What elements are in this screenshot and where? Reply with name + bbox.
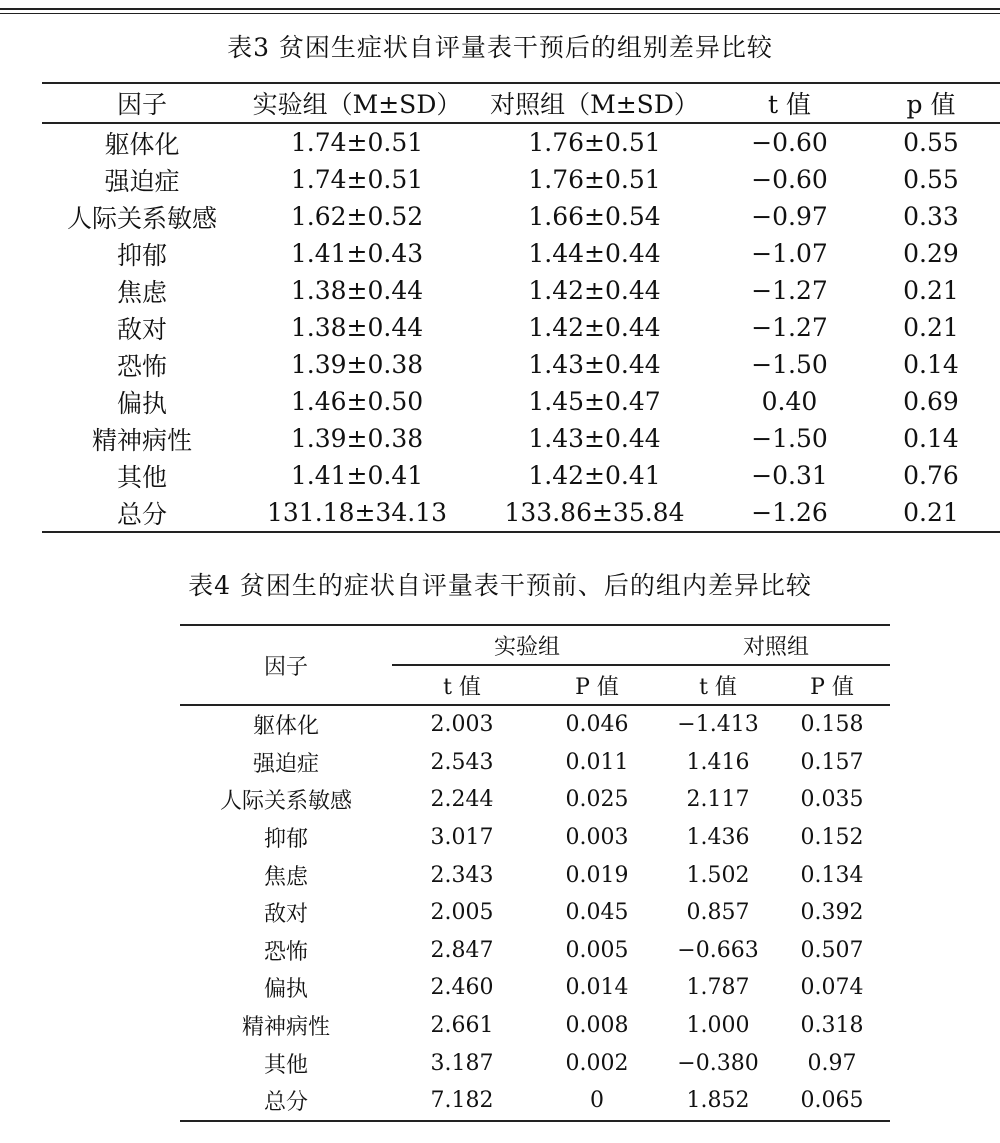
table3-cell: −1.50	[751, 424, 828, 453]
table4-cell: 1.502	[686, 862, 750, 888]
table4-header-row-1	[180, 625, 890, 665]
table3-cell: 0.55	[903, 165, 959, 194]
table4-cell: 0.97	[807, 1050, 857, 1076]
table3-cell: 精神病性	[91, 425, 192, 455]
table3-cell: 人际关系敏感	[66, 203, 217, 233]
table4-cell: 2.003	[430, 712, 494, 738]
table3-cell: 躯体化	[104, 129, 180, 159]
table4-cell: 1.436	[686, 825, 750, 851]
table3-cell: 焦虑	[116, 277, 167, 307]
table4-cell: 2.847	[430, 937, 494, 963]
table4-cell: 2.661	[430, 1013, 494, 1039]
table4-cell: 1.787	[686, 975, 750, 1001]
table4-cell: 抑郁	[263, 827, 308, 853]
table3-row	[42, 309, 1000, 346]
table3-cell: 0.76	[903, 461, 959, 490]
table4-cell: 2.343	[430, 862, 494, 888]
table4-cell: 2.543	[430, 749, 494, 775]
table3-row	[42, 494, 1000, 532]
table4-cell: 0.014	[565, 975, 629, 1001]
table3	[42, 82, 1000, 533]
table3-cell: −1.27	[751, 276, 828, 305]
table4-cell: 0.318	[800, 1013, 864, 1039]
table4-cell: 总分	[180, 1082, 392, 1121]
table3-cell: 1.39±0.38	[290, 424, 424, 453]
table3-row	[42, 457, 1000, 494]
table3-cell: 0.29	[903, 239, 959, 268]
table3-cell: 131.18±34.13	[242, 494, 472, 532]
top-rule	[0, 8, 1000, 10]
table4-row	[180, 819, 890, 857]
table3-cell: 1.38±0.44	[290, 313, 424, 342]
table3-row	[42, 123, 1000, 161]
table4-cell: 2.244	[430, 787, 494, 813]
table3-cell: 1.39±0.38	[290, 350, 424, 379]
table4-cell: 偏执	[263, 977, 308, 1003]
table4-cell: 0.857	[686, 900, 750, 926]
table3-cell: 1.42±0.41	[528, 461, 661, 490]
table4-cell: −0.663	[677, 937, 759, 963]
table3-cell: 0.69	[903, 387, 959, 416]
table3-cell: 1.41±0.41	[290, 461, 424, 490]
table3-cell: 1.43±0.44	[528, 424, 661, 453]
table3-row	[42, 272, 1000, 309]
table3-row	[42, 346, 1000, 383]
table3-cell: 1.76±0.51	[528, 128, 661, 157]
table4-cell: 2.005	[430, 900, 494, 926]
table3-cell: 总分	[42, 494, 242, 532]
table4-row	[180, 1007, 890, 1045]
table4-subheader-exp-p: P 值	[532, 665, 662, 705]
table3-cell: 1.38±0.44	[290, 276, 424, 305]
table4-cell: 精神病性	[241, 1015, 330, 1041]
table4-cell: 0.507	[800, 937, 864, 963]
table3-cell: −0.60	[751, 165, 828, 194]
table4-cell: 0.035	[800, 787, 864, 813]
table4-header-control: 对照组	[662, 625, 890, 665]
table4-cell: 0.392	[800, 900, 864, 926]
table3-cell: 1.44±0.44	[528, 239, 661, 268]
table4-cell: 1.416	[686, 749, 750, 775]
table4-cell: 恐怖	[263, 939, 308, 965]
table4-cell: 0.011	[565, 749, 629, 775]
table4-cell: 0.005	[565, 937, 629, 963]
table3-header-p: p 值	[862, 83, 1000, 123]
table4-cell: 0.046	[565, 712, 629, 738]
table4-cell: 0.045	[565, 900, 629, 926]
table3-cell: 0.33	[903, 202, 959, 231]
table4-cell: −1.413	[677, 712, 759, 738]
table3-cell: 敌对	[116, 314, 167, 344]
table4-cell: 0.152	[800, 825, 864, 851]
table3-cell: 1.42±0.44	[528, 276, 661, 305]
table4-cell: 2.117	[686, 787, 750, 813]
table3-cell: 其他	[116, 462, 167, 492]
table3-cell: −0.60	[751, 128, 828, 157]
table4-cell: 0.074	[800, 975, 864, 1001]
table3-cell: 偏执	[116, 388, 167, 418]
table4-title: 表4 贫困生的症状自评量表干预前、后的组内差异比较	[188, 571, 812, 600]
table4-row	[180, 705, 890, 744]
table3-row	[42, 198, 1000, 235]
table4-cell: 0.158	[800, 712, 864, 738]
table4-cell: 1.000	[686, 1013, 750, 1039]
table4-cell: 0.003	[565, 825, 629, 851]
table3-cell: 1.46±0.50	[290, 387, 424, 416]
table4-cell: 躯体化	[252, 714, 319, 740]
table4-cell: 1.852	[662, 1082, 774, 1121]
table3-cell: −1.26	[717, 494, 862, 532]
table3-cell: −0.31	[751, 461, 828, 490]
table3-cell: 0.40	[761, 387, 818, 416]
table3-cell: −0.97	[751, 202, 828, 231]
table3-cell: −1.27	[751, 313, 828, 342]
table4-row	[180, 744, 890, 782]
table3-cell: 强迫症	[104, 166, 180, 196]
table4-cell: 0	[532, 1082, 662, 1121]
table4-cell: 0.002	[565, 1050, 629, 1076]
table4-row	[180, 969, 890, 1007]
table4-subheader-ctrl-p: P 值	[774, 665, 890, 705]
table4-cell: 焦虑	[263, 864, 308, 890]
table3-cell: −1.50	[751, 350, 828, 379]
table4-cell: 0.157	[800, 749, 864, 775]
table3-cell: 0.21	[903, 313, 959, 342]
table3-cell: 133.86±35.84	[472, 494, 717, 532]
table4-cell: 2.460	[430, 975, 494, 1001]
table3-cell: 0.21	[862, 494, 1000, 532]
table3-row	[42, 235, 1000, 272]
table4-cell: 3.187	[430, 1050, 494, 1076]
table3-cell: 1.74±0.51	[290, 128, 424, 157]
table3-cell: 1.41±0.43	[290, 239, 424, 268]
table3-header-experimental: 实验组（M±SD）	[242, 83, 472, 123]
table3-header-factor: 因子	[42, 83, 242, 123]
top-rule-2	[0, 13, 1000, 14]
table4-cell: 敌对	[263, 902, 308, 928]
table4-row	[180, 932, 890, 970]
table3-row	[42, 420, 1000, 457]
table3-title: 表3 贫困生症状自评量表干预后的组别差异比较	[227, 33, 773, 62]
table3-cell: −1.07	[751, 239, 828, 268]
table3-cell: 1.74±0.51	[290, 165, 424, 194]
table4-header-experimental: 实验组	[392, 625, 662, 665]
table4-cell: 0.025	[565, 787, 629, 813]
table3-cell: 1.66±0.54	[528, 202, 661, 231]
table3-header-row	[42, 83, 1000, 123]
table3-cell: 0.14	[903, 424, 959, 453]
table3-cell: 1.42±0.44	[528, 313, 661, 342]
table3-cell: 0.21	[903, 276, 959, 305]
table4-cell: 0.008	[565, 1013, 629, 1039]
table4-cell: 0.065	[774, 1082, 890, 1121]
table4-subheader-ctrl-t: t 值	[662, 665, 774, 705]
table4-row	[180, 1044, 890, 1082]
table4-row	[180, 856, 890, 894]
table4-header-factor: 因子	[180, 625, 392, 705]
table3-cell: 0.14	[903, 350, 959, 379]
table3-cell: 抑郁	[116, 240, 167, 270]
table3-header-t: t 值	[717, 83, 862, 123]
table4-cell: 0.134	[800, 862, 864, 888]
table4-row	[180, 894, 890, 932]
table3-cell: 0.55	[903, 128, 959, 157]
table4-cell: 7.182	[392, 1082, 532, 1121]
table4-cell: 3.017	[430, 825, 494, 851]
table4-subheader-exp-t: t 值	[392, 665, 532, 705]
table3-header-control: 对照组（M±SD）	[472, 83, 717, 123]
table3-row	[42, 383, 1000, 420]
table4-cell: 0.019	[565, 862, 629, 888]
table3-cell: 1.62±0.52	[290, 202, 424, 231]
table4-row	[180, 781, 890, 819]
table4	[180, 624, 890, 1122]
table4-cell: 强迫症	[252, 751, 319, 777]
table3-cell: 1.45±0.47	[528, 387, 661, 416]
table3-cell: 恐怖	[116, 351, 167, 381]
table4-cell: 人际关系敏感	[219, 789, 352, 815]
table3-cell: 1.76±0.51	[528, 165, 661, 194]
table3-row	[42, 161, 1000, 198]
table4-cell: 其他	[263, 1052, 308, 1078]
table3-cell: 1.43±0.44	[528, 350, 661, 379]
table4-row	[180, 1082, 890, 1121]
table4-cell: −0.380	[677, 1050, 759, 1076]
